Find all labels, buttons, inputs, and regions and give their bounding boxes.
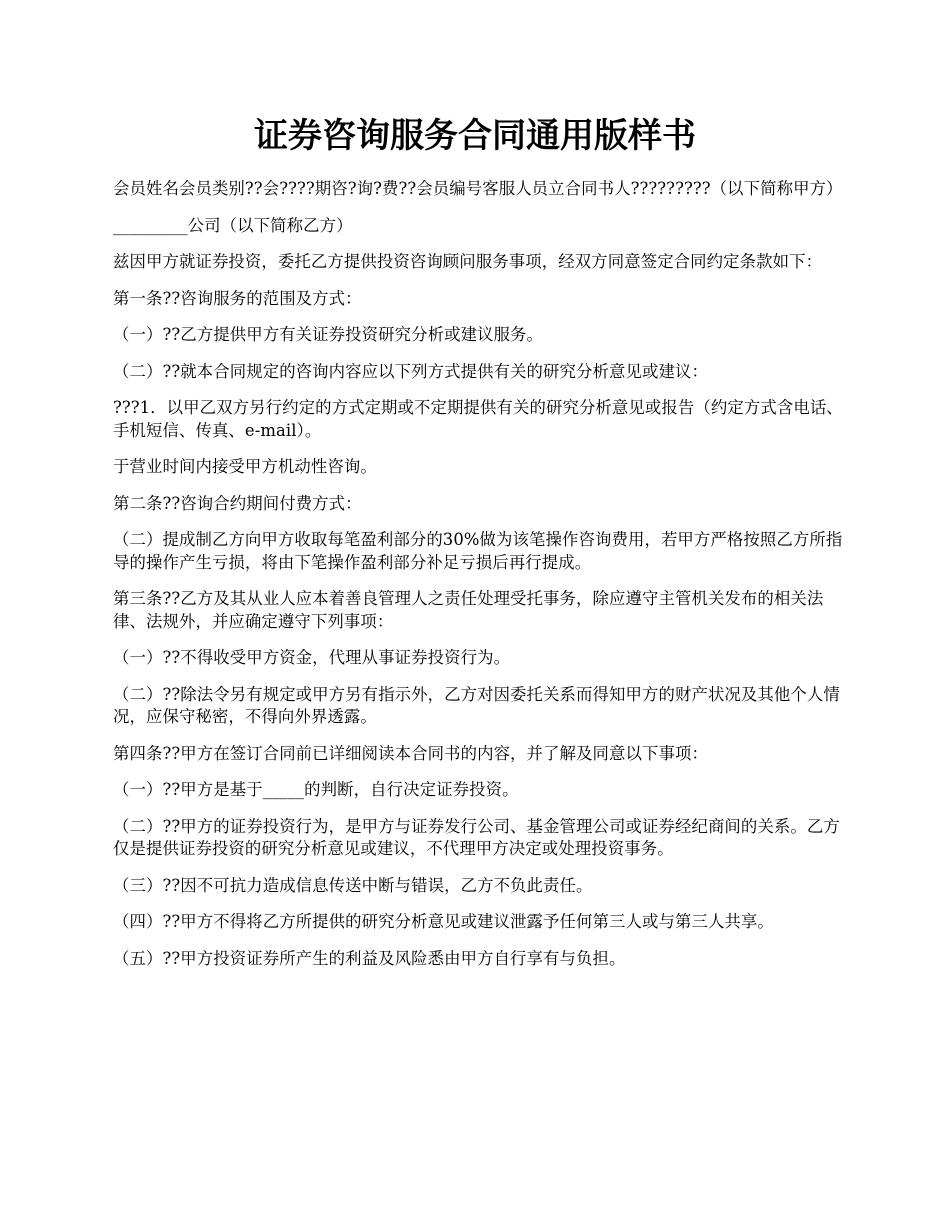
article-4-item-4: （四）??甲方不得将乙方所提供的研究分析意见或建议泄露予任何第三人或与第三人共享。 (113, 912, 774, 931)
party-a-info-paragraph: 会员姓名会员类别??会????期咨?询?费??会员编号客服人员立合同书人?????????（以下简称甲方） (113, 179, 843, 198)
article-2-item-2: （二）提成制乙方向甲方收取每笔盈利部分的30%做为该笔操作咨询费用，若甲方严格按照乙方所指导的操作产生亏损，将由下笔操作盈利部分补足亏损后再行提成。 (113, 530, 843, 572)
article-3-item-1: （一）??不得收受甲方资金，代理从事证券投资行为。 (113, 648, 511, 667)
article-3-item-2: （二）??除法令另有规定或甲方另有指示外，乙方对因委托关系而得知甲方的财产状况及其他个人情况，应保守秘密，不得向外界透露。 (113, 684, 840, 726)
document-title: 证券咨询服务合同通用版样书 (254, 116, 696, 156)
party-b-info-paragraph: _________公司（以下简称乙方） (113, 215, 353, 235)
article-1-subitem-1: ???1．以甲乙双方另行约定的方式定期或不定期提供有关的研究分析意见或报告（约定方式含电话、手机短信、传真、e-mail）。 (113, 398, 843, 440)
article-4-item-5: （五）??甲方投资证券所产生的利益及风险悉由甲方自行享有与负担。 (113, 948, 626, 968)
article-4-item-2: （二）??甲方的证券投资行为，是甲方与证券发行公司、基金管理公司或证券经纪商间的关系。乙方仅是提供证券投资的研究分析意见或建议，不代理甲方决定或处理投资事务。 (113, 816, 840, 858)
article-1-subitem-2: 于营业时间内接受甲方机动性咨询。 (113, 457, 377, 476)
article-3-heading: 第三条??乙方及其从业人应本着善良管理人之责任处理受托事务，除应遵守主管机关发布的相关法律、法规外，并应确定遵守下列事项： (113, 589, 824, 631)
article-1-item-2: （二）??就本合同规定的咨询内容应以下列方式提供有关的研究分析意见或建议： (113, 361, 708, 381)
document-body (113, 178, 843, 984)
article-1-item-1: （一）??乙方提供甲方有关证券投资研究分析或建议服务。 (113, 325, 544, 344)
preamble-paragraph: 兹因甲方就证券投资，委托乙方提供投资咨询顾问服务事项，经双方同意签定合同约定条款如下： (113, 252, 823, 271)
article-1-heading: 第一条??咨询服务的范围及方式： (113, 288, 362, 308)
article-4-item-3: （三）??因不可抗力造成信息传送中断与错误，乙方不负此责任。 (113, 875, 593, 895)
article-4-heading: 第四条??甲方在签订合同前已详细阅读本合同书的内容，并了解及同意以下事项： (113, 743, 708, 763)
article-2-heading: 第二条??咨询合约期间付费方式： (113, 493, 362, 513)
article-4-item-1: （一）??甲方是基于_____的判断，自行决定证券投资。 (113, 780, 519, 799)
